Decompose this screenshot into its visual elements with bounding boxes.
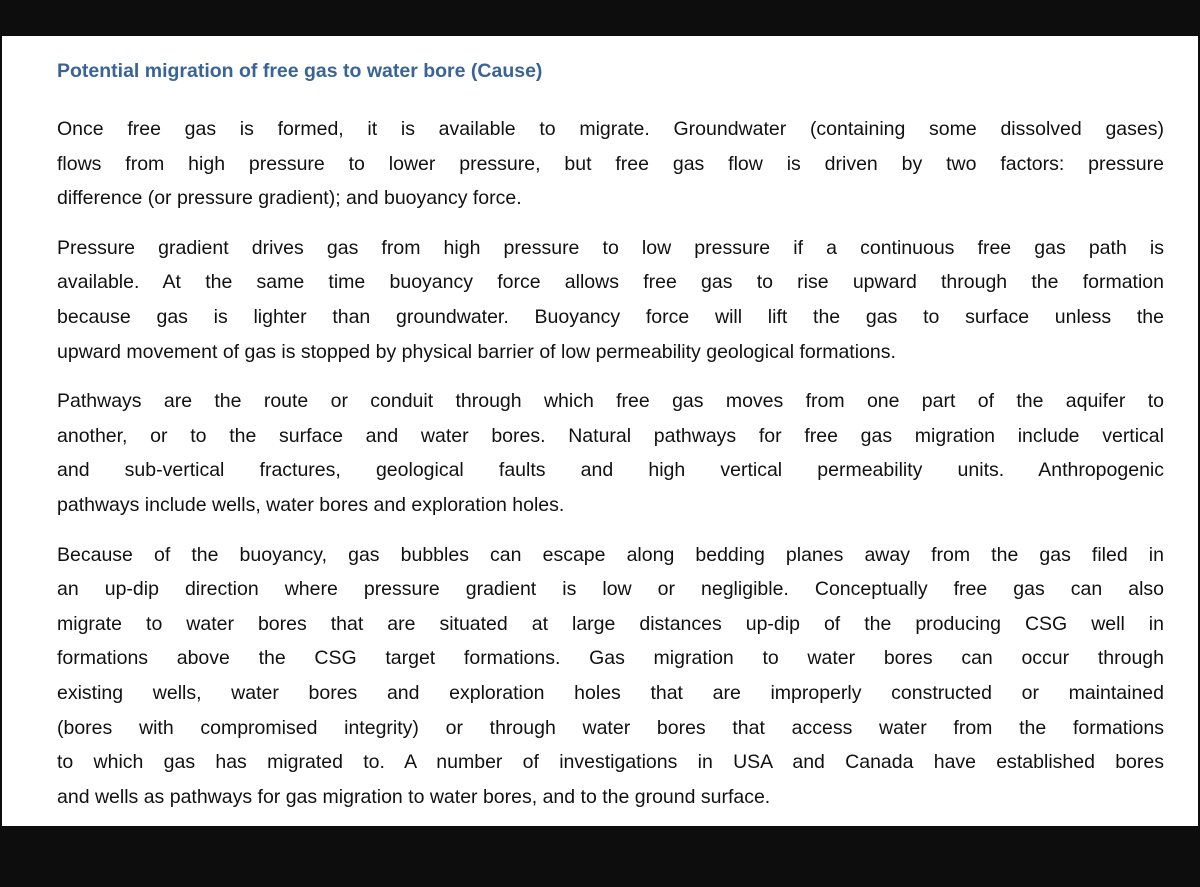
text-line: available. At the same time buoyancy force allows free gas to rise upward through the formation — [57, 271, 1164, 294]
paragraph-4 — [57, 538, 1164, 815]
text-line: Once free gas is formed, it is available to migrate. Groundwater (containing some dissolved gases) — [57, 118, 1164, 140]
text-line: an up-dip direction where pressure gradient is low or negligible. Conceptually free gas can also — [57, 578, 1164, 601]
text-line: flows from high pressure to lower pressure, but free gas flow is driven by two factors: pressure — [57, 152, 1164, 175]
text-line: difference (or pressure gradient); and buoyancy force. — [57, 187, 522, 210]
text-line: upward movement of gas is stopped by physical barrier of low permeability geological formations. — [57, 340, 896, 363]
paragraph-3 — [57, 384, 1164, 522]
text-line: another, or to the surface and water bores. Natural pathways for free gas migration include vertical — [57, 424, 1164, 447]
text-line: existing wells, water bores and exploration holes that are improperly constructed or maintained — [57, 681, 1164, 704]
document-page — [2, 36, 1198, 826]
text-line: and wells as pathways for gas migration to water bores, and to the ground surface. — [57, 785, 771, 808]
text-line: Pressure gradient drives gas from high pressure to low pressure if a continuous free gas path is — [57, 236, 1164, 259]
text-line: and sub-vertical fractures, geological faults and high vertical permeability units. Anthropogenic — [57, 459, 1164, 482]
text-line: Because of the buoyancy, gas bubbles can escape along bedding planes away from the gas filed in — [57, 543, 1164, 566]
paragraph-1 — [57, 112, 1164, 216]
text-line: because gas is lighter than groundwater. Buoyancy force will lift the gas to surface unless the — [57, 305, 1164, 328]
paragraph-2 — [57, 231, 1164, 369]
text-line: pathways include wells, water bores and exploration holes. — [57, 493, 565, 516]
text-line: formations above the CSG target formations. Gas migration to water bores can occur through — [57, 647, 1164, 670]
text-line: Pathways are the route or conduit through which free gas moves from one part of the aquifer to — [57, 390, 1164, 413]
section-heading: Potential migration of free gas to water bore (Cause) — [57, 60, 543, 82]
text-line: (bores with compromised integrity) or through water bores that access water from the formations — [57, 716, 1164, 739]
text-line: migrate to water bores that are situated at large distances up-dip of the producing CSG well in — [57, 612, 1164, 635]
text-line: to which gas has migrated to. A number of investigations in USA and Canada have established bores — [57, 751, 1164, 774]
